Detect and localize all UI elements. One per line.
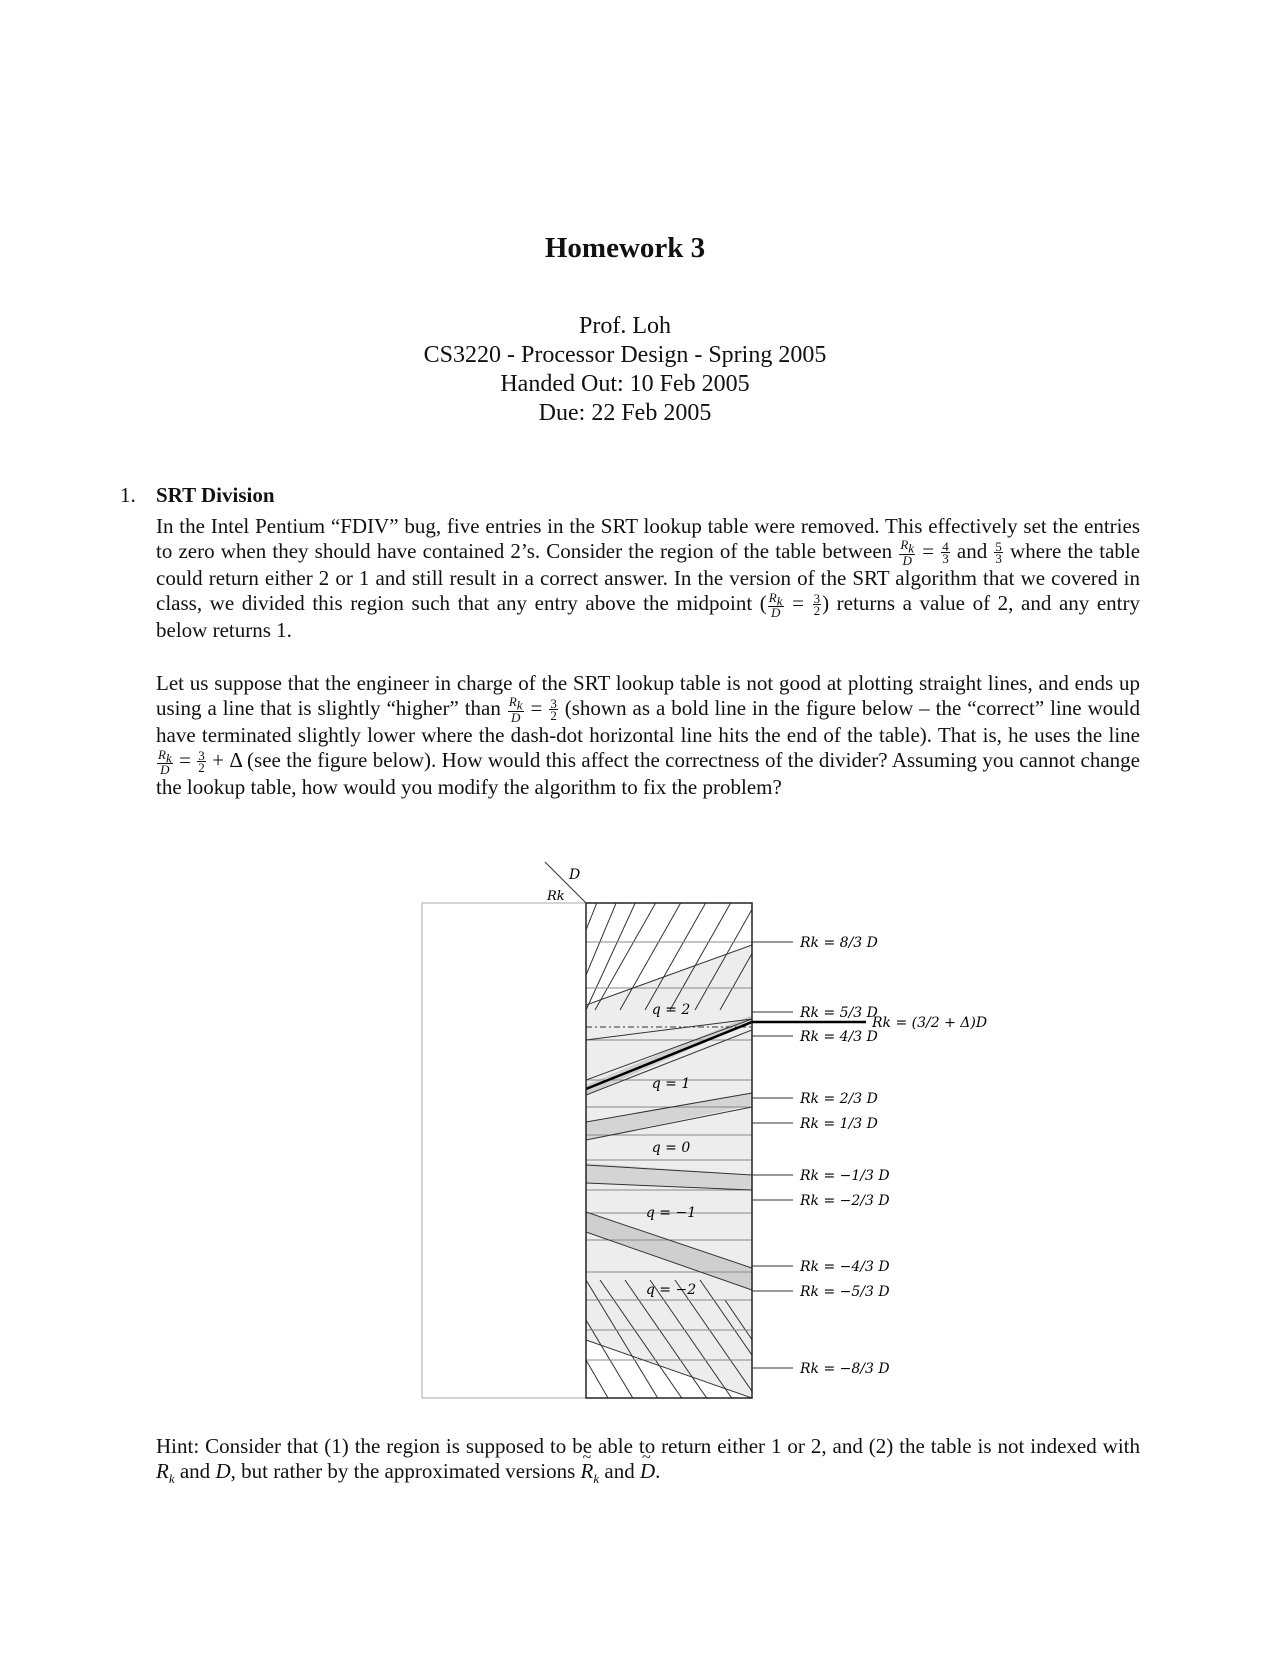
due-date: Due: 22 Feb 2005 (538, 400, 712, 426)
fraction-4-3: $\frac{4}{3}$ (942, 539, 949, 567)
figure-left-box (422, 903, 586, 1398)
equals-sign: = (792, 590, 804, 615)
equals-sign: = (530, 695, 543, 720)
label-rk-minus-1-3: Rk = −1/3 D (800, 1168, 890, 1184)
fraction-5-3: $\frac{5}{3}$ (995, 539, 1002, 567)
q-label-minus-1: q = −1 (645, 1205, 697, 1221)
d-tilde-symbol: ~ D (640, 1459, 655, 1484)
fraction-3-2: $\frac{3}{2}$ (198, 748, 205, 776)
para2-text-b: (shown as a bold line in the figure below – the “correct” line would have terminated slightly lower where the dash-dot horizontal line hits the end of the table). That is, he uses the line (156, 695, 1141, 748)
question-title: SRT Division (156, 483, 275, 507)
label-rk-minus-8-3: Rk = −8/3 D (800, 1361, 890, 1377)
rk-symbol: $R_k$ (156, 1458, 175, 1486)
fraction-3-2: $\frac{3}{2}$ (813, 591, 821, 619)
question-number: 1. (120, 483, 136, 507)
label-rk-minus-2-3: Rk = −2/3 D (800, 1193, 890, 1209)
handed-out-date: Handed Out: 10 Feb 2005 (500, 371, 750, 397)
fraction-rk-over-d: $\frac{R_k}{D}$ (158, 746, 172, 778)
fraction-rk-over-d: $\frac{R_k}{D}$ (508, 694, 523, 726)
para1-text-a: In the Intel Pentium “FDIV” bug, five entries in the SRT lookup table were removed. This effectively set the entries to zero when they should have contained 2’s. Consider the region of the table between (156, 514, 1140, 563)
equals-sign: = (922, 538, 935, 563)
fraction-rk-over-d: $\frac{R_k}{D}$ (900, 537, 915, 569)
author: Prof. Loh (579, 313, 671, 339)
label-rk-8-3: Rk = 8/3 D (800, 935, 878, 951)
label-leader-lines (752, 942, 793, 1368)
d-symbol: D (215, 1458, 231, 1483)
para2-text-c: + Δ (see the figure below). How would this affect the correctness of the divider? Assuming you cannot change the lookup table, how would you modify the algorithm to fix the problem? (156, 747, 1141, 800)
page-title: Homework 3 (544, 232, 706, 264)
label-bold-line: Rk = (3/2 + Δ)D (872, 1015, 988, 1031)
label-rk-4-3: Rk = 4/3 D (800, 1029, 878, 1045)
hint-paragraph (156, 1434, 1140, 1491)
fraction-3-2: $\frac{3}{2}$ (550, 696, 557, 724)
hint-text-b: and (179, 1458, 211, 1483)
label-rk-minus-5-3: Rk = −5/3 D (800, 1284, 890, 1300)
equals-sign: = (179, 747, 191, 772)
q-label-2: q = 2 (651, 1002, 691, 1018)
hint-text-d: and (604, 1458, 635, 1483)
q-label-0: q = 0 (651, 1140, 691, 1156)
para1-text-c: where the table could return either 2 or 1 and still result in a correct answer. In the version of the SRT algorithm that we covered in class, we divided this region such that any entry above the midpoint ( (156, 538, 1141, 615)
q-label-minus-2: q = −2 (645, 1282, 697, 1298)
fraction-rk-over-d: $\frac{R_k}{D}$ (768, 589, 783, 621)
para2-text-a: Let us suppose that the engineer in charge of the SRT lookup table is not good at plotting straight lines, and ends up using a line that is slightly “higher” than (156, 671, 1140, 720)
hint-text-c: , but rather by the approximated versions (230, 1458, 576, 1483)
course-line: CS3220 - Processor Design - Spring 2005 (423, 342, 827, 368)
label-rk-5-3: Rk = 5/3 D (800, 1005, 878, 1021)
boundary-label-group (799, 935, 987, 1377)
label-rk-minus-4-3: Rk = −4/3 D (800, 1259, 890, 1275)
para1-text-d: ) returns a value of 2, and any entry below returns 1. (156, 590, 1141, 643)
label-rk-1-3: Rk = 1/3 D (800, 1116, 878, 1132)
rk-tilde-symbol: ~ $R_k$ (581, 1459, 600, 1492)
corner-label-d: D (569, 867, 581, 883)
corner-label-rk: Rk (547, 889, 565, 904)
para1-text-b: and (956, 538, 988, 563)
q-label-1: q = 1 (651, 1076, 691, 1092)
hint-text-a: Hint: Consider that (1) the region is supposed to be able to return either 1 or 2, and (2) the table is not indexed with (156, 1434, 1140, 1458)
hint-text-e: . (655, 1458, 661, 1483)
label-rk-2-3: Rk = 2/3 D (800, 1091, 878, 1107)
